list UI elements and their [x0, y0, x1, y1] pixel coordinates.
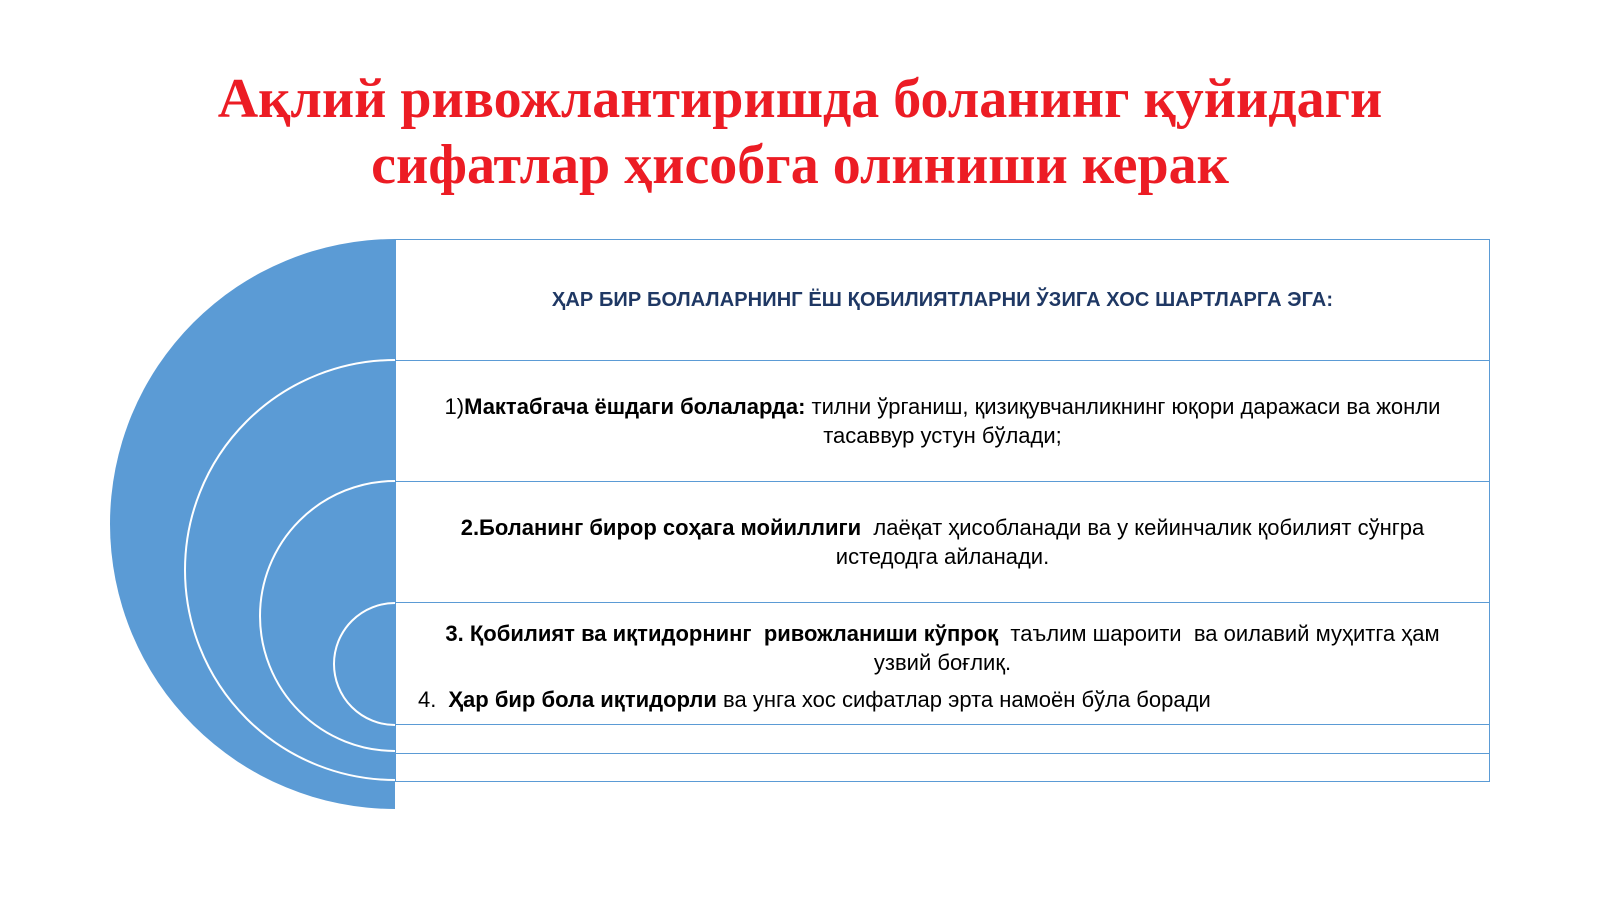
item-row-1 [396, 361, 1489, 482]
item-2-bold: 2.Боланинг бирор соҳага мойиллиги [460, 515, 862, 540]
item-3-text [418, 619, 1467, 677]
item-3-body: таълим шароити ва оилавий муҳитга ҳам узвий боғлиқ. [873, 621, 1446, 675]
panel-heading: ҲАР БИР БОЛАЛАРНИНГ ЁШ ҚОБИЛИЯТЛАРНИ ЎЗИГА ХОС ШАРТЛАРГА ЭГА: [551, 288, 1334, 311]
item-4-bold: Ҳар бир бола иқтидорли [448, 687, 717, 712]
empty-row-1 [396, 725, 1489, 754]
item-3-bold: 3. Қобилият ва иқтидорнинг ривожланиши кўпроқ [445, 621, 999, 646]
item-4-body: ва унга хос сифатлар эрта намоён бўла боради [716, 687, 1211, 712]
item-2-text [418, 513, 1467, 571]
item-1-number: 1) [444, 394, 465, 419]
item-4-number: 4. [418, 687, 437, 712]
item-row-2 [396, 482, 1489, 603]
item-1-body: тилни ўрганиш, қизиқувчанликнинг юқори даражаси ва жонли тасаввур устун бўлади; [805, 394, 1441, 448]
item-row-3 [396, 603, 1489, 725]
slide-title-line-2: сифатлар ҳисобга олиниши керак [371, 134, 1229, 196]
item-1-bold: Мактабгача ёшдаги болаларда: [464, 394, 806, 419]
item-2-body: лаёқат ҳисобланади ва у кейинчалик қобилият сўнгра истедодга айланади. [835, 515, 1431, 569]
slide-title-line-1: Ақлий ривожлантиришда боланинг қуйидаги [217, 68, 1383, 130]
heading-row [396, 240, 1489, 361]
item-1-text [418, 392, 1467, 450]
item-4-text [418, 685, 1467, 714]
content-panel [395, 239, 1490, 782]
empty-row-2 [396, 754, 1489, 783]
